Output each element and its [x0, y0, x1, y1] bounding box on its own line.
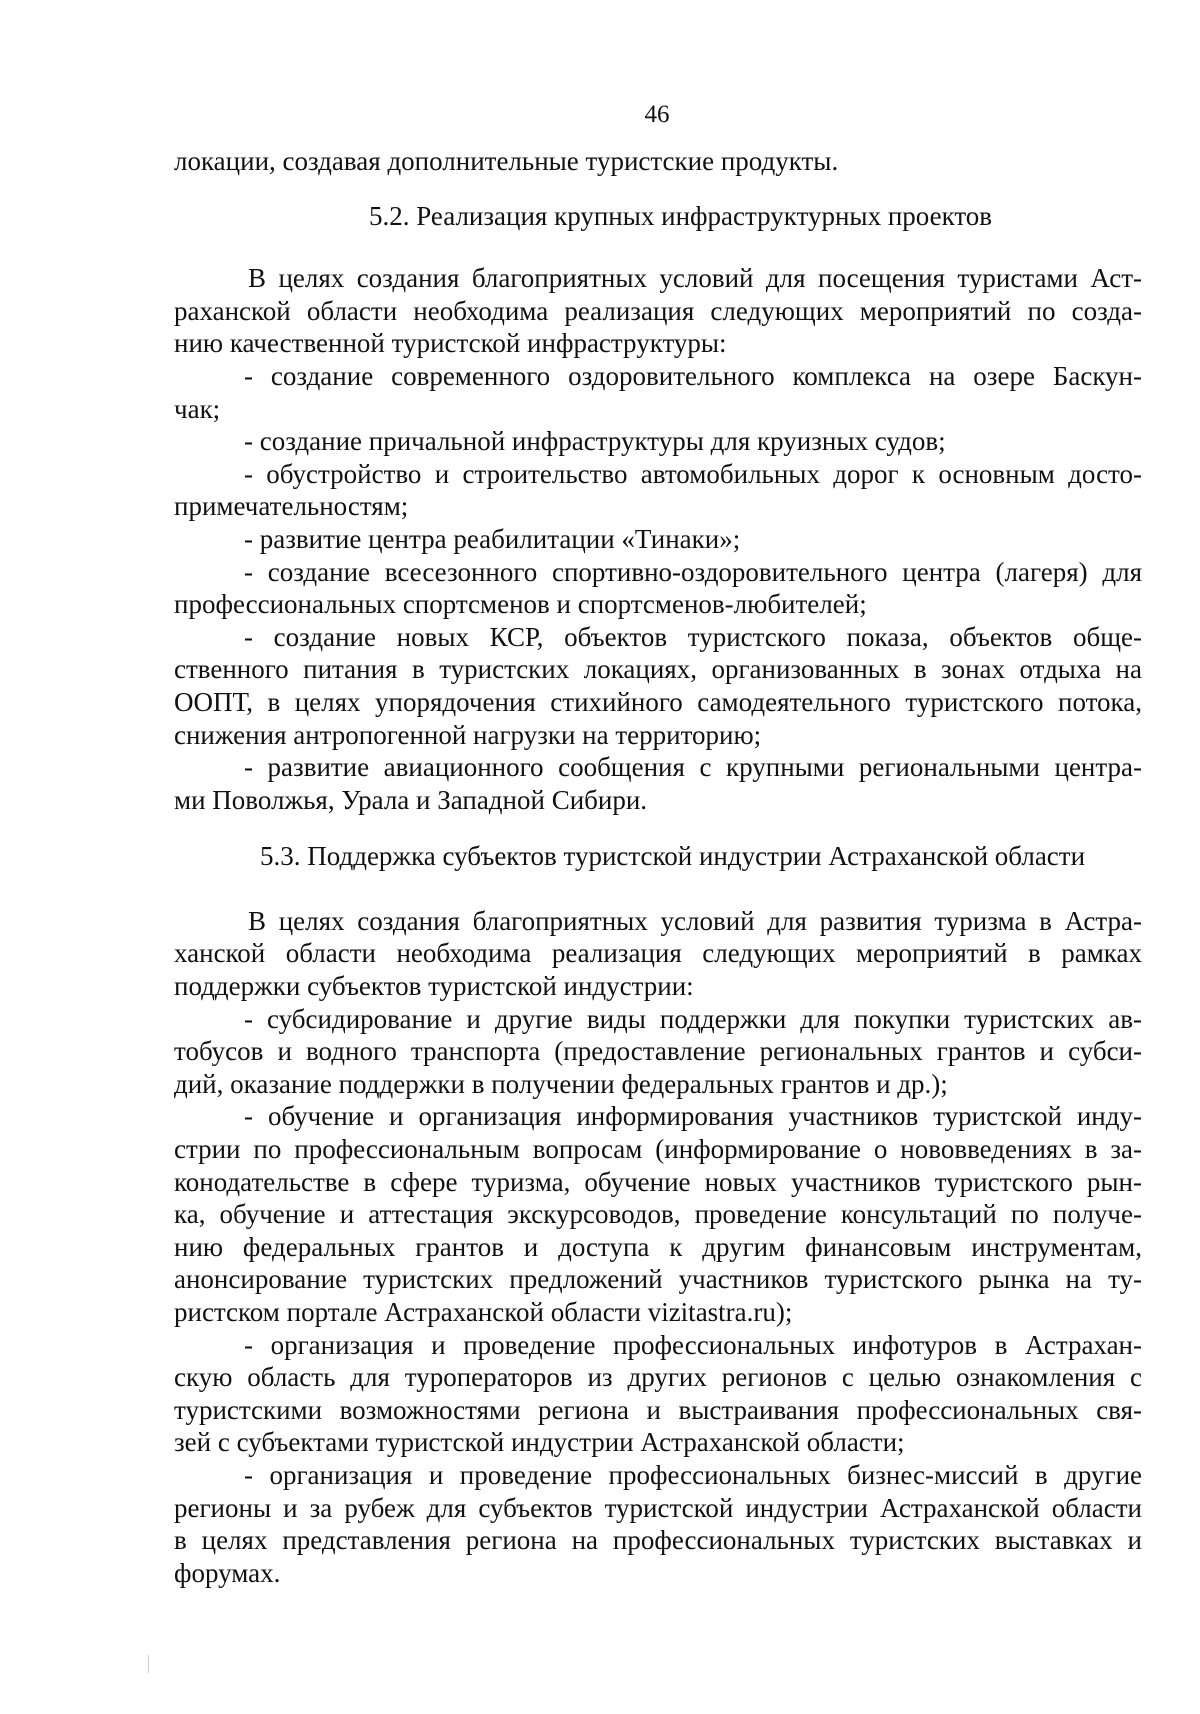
list-item-line: - создание причальной инфраструктуры для круизных судов;	[244, 426, 946, 457]
list-item-line: - обучение и организация информирования участников туристской инду-	[244, 1101, 1142, 1132]
list-item-line: стрии по профессиональным вопросам (информирование о нововведениях в за-	[174, 1134, 1142, 1165]
list-item-line: снижения антропогенной нагрузки на территорию;	[174, 719, 762, 750]
paragraph-line: ханской области необходима реализация следующих мероприятий в рамках	[174, 938, 1142, 969]
list-item-line: - развитие центра реабилитации «Тинаки»;	[244, 523, 741, 554]
list-item-line: - создание современного оздоровительного комплекса на озере Баскун-	[244, 360, 1142, 391]
list-item-line: - создание новых КСР, объектов туристского показа, объектов обще-	[244, 621, 1142, 652]
list-item-line: ристском портале Астраханской области vizitastra.ru);	[174, 1297, 793, 1327]
section-body-5-2	[174, 262, 1142, 816]
section-heading-5-3: 5.3. Поддержка субъектов туристской индустрии Астраханской области	[260, 841, 1086, 872]
list-item-line: в целях представления региона на профессиональных туристских выставках и	[174, 1525, 1142, 1556]
list-item-line: туристскими возможностями региона и выстраивания профессиональных свя-	[174, 1394, 1142, 1425]
intro-line: локации, создавая дополнительные туристские продукты.	[174, 146, 839, 176]
list-item-line: - субсидирование и другие виды поддержки для покупки туристских ав-	[244, 1003, 1142, 1034]
list-item-line: форумах.	[174, 1557, 281, 1588]
list-item-line: - организация и проведение профессиональных инфотуров в Астрахан-	[244, 1329, 1142, 1360]
list-item-line: нию федеральных грантов и доступа к другим финансовым инструментам,	[174, 1231, 1142, 1262]
scan-speck	[148, 1655, 149, 1673]
list-item-line: - развитие авиационного сообщения с крупными региональными центра-	[244, 752, 1142, 783]
list-item-line: ка, обучение и аттестация экскурсоводов, проведение консультаций по получе-	[174, 1199, 1142, 1230]
list-item-line: ми Поволжья, Урала и Западной Сибири.	[174, 784, 648, 815]
list-item-line: регионы и за рубеж для субъектов туристской индустрии Астраханской области	[174, 1492, 1142, 1523]
list-item-line: конодательстве в сфере туризма, обучение новых участников туристского рын-	[174, 1166, 1142, 1197]
section-heading-5-2: 5.2. Реализация крупных инфраструктурных проектов	[369, 200, 993, 231]
paragraph-line: В целях создания благоприятных условий для развития туризма в Астра-	[248, 905, 1142, 936]
paragraph-line: В целях создания благоприятных условий для посещения туристами Аст-	[248, 263, 1142, 294]
page-content	[174, 145, 1142, 1589]
list-item-line: дий, оказание поддержки в получении федеральных грантов и др.);	[174, 1068, 948, 1099]
section-body-5-3	[174, 905, 1142, 1589]
list-item-line: ственного питания в туристских локациях, организованных в зонах отдыха на	[174, 654, 1142, 685]
list-item-line: тобусов и водного транспорта (предоставление региональных грантов и субси-	[174, 1036, 1142, 1067]
list-item-line: примечательностям;	[174, 491, 409, 522]
list-item-line: ООПТ, в целях упорядочения стихийного самодеятельного туристского потока,	[174, 686, 1142, 717]
list-item-line: скую область для туроператоров из других регионов с целью ознакомления с	[174, 1362, 1142, 1393]
list-item-line: - обустройство и строительство автомобильных дорог к основным досто-	[244, 458, 1142, 489]
paragraph-line: нию качественной туристской инфраструктуры:	[174, 328, 727, 359]
list-item-line: анонсирование туристских предложений участников туристского рынка на ту-	[174, 1264, 1142, 1295]
paragraph-line: поддержки субъектов туристской индустрии:	[174, 971, 694, 1002]
list-item-line: профессиональных спортсменов и спортсменов-любителей;	[174, 589, 867, 620]
list-item-line: чак;	[174, 393, 221, 424]
list-item-line: - организация и проведение профессиональных бизнес-миссий в другие	[244, 1459, 1142, 1490]
list-item-line: - создание всесезонного спортивно-оздоровительного центра (лагеря) для	[244, 556, 1142, 587]
page-number: 46	[644, 101, 670, 128]
paragraph-line: раханской области необходима реализация следующих мероприятий по созда-	[174, 295, 1142, 326]
list-item-line: зей с субъектами туристской индустрии Астраханской области;	[174, 1427, 905, 1458]
